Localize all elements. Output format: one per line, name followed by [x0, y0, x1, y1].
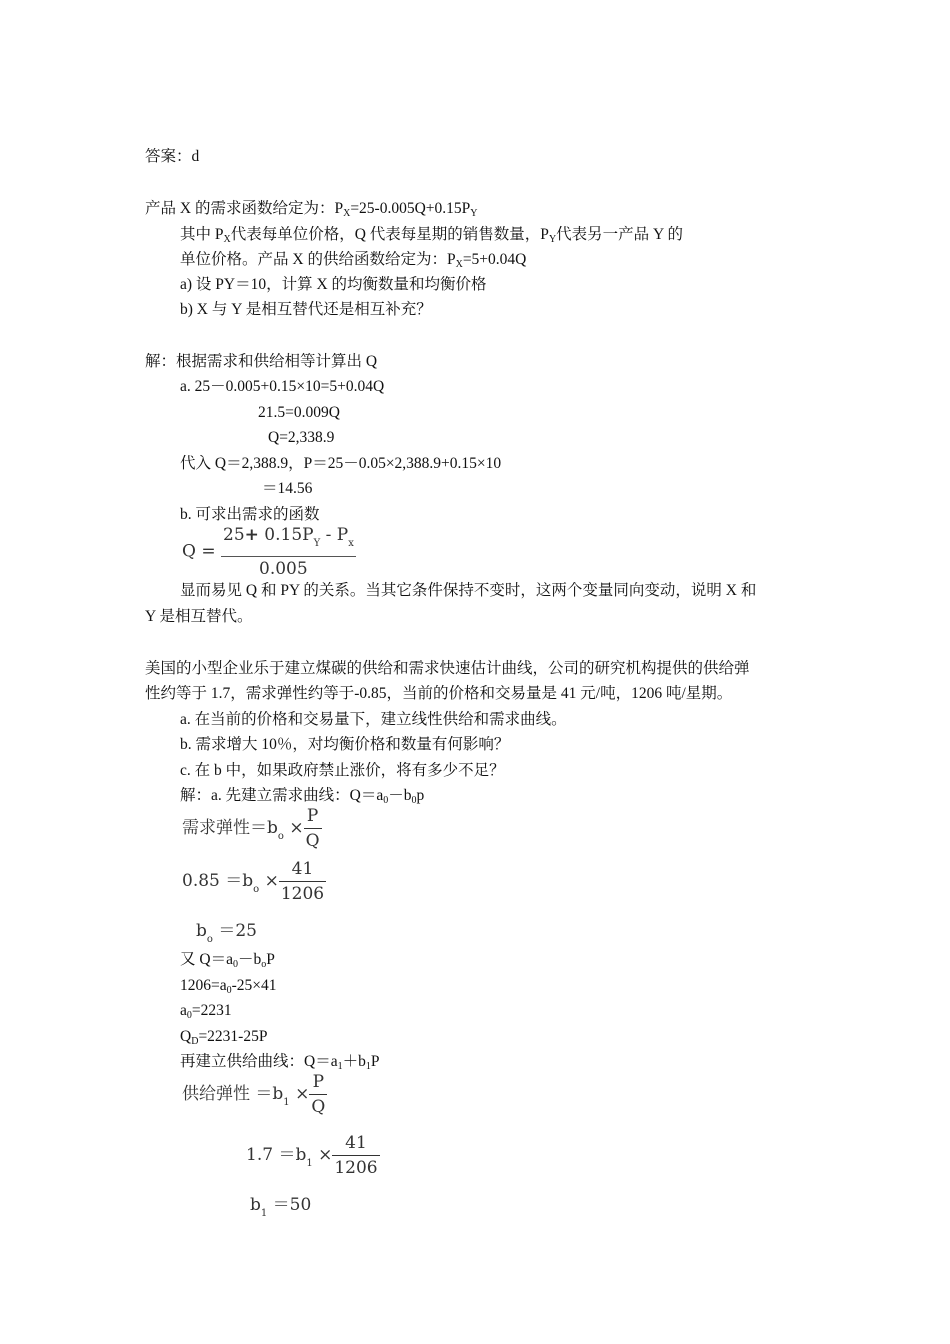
sol1-a-line-1: a. 25－0.005+0.15×10=5+0.04Q [180, 378, 385, 395]
demand-elasticity-substitution: $0.85 =b_o$ × $\frac{41}{1206}$ [182, 859, 325, 904]
supply-slope-result: $b_1 =50$ [250, 1195, 312, 1219]
sol2-line-5: 再建立供给曲线：$Q=a_1+b_1P$ [180, 1053, 380, 1072]
q2-part-a: a. 在当前的价格和交易量下，建立线性供给和需求曲线。 [180, 711, 567, 728]
supply-elasticity-substitution: $1.7 =b_1$ × $\frac{41}{1206}$ [246, 1133, 378, 1178]
q2-part-b: b. 需求增大 10％，对均衡价格和数量有何影响？ [180, 736, 510, 753]
sol1-a-line-3: Q=2,338.9 [268, 429, 335, 446]
sol2-line-3: $a_0=2231$ [180, 1002, 232, 1021]
sol1-b-line-1: b. 可求出需求的函数 [180, 506, 320, 523]
supply-elasticity-equation: 供给弹性 $=b_1$ × $\frac{P}{Q}$ [182, 1072, 326, 1117]
sol2-line-1: 又 $Q=a_0-b_oP$ [180, 951, 275, 970]
q1-part-a: a) 设 PY＝10，计算 X 的均衡数量和均衡价格 [180, 276, 487, 293]
sol2-line-4: $Q_D=2231-25P$ [180, 1028, 268, 1047]
q1-line-3: 单位价格。产品 X 的供给函数给定为：$P_X=5+0.04Q$ [180, 251, 527, 270]
sol1-a-line-5: ＝14.56 [262, 480, 313, 497]
sol1-a-line-2: 21.5=0.009Q [258, 404, 340, 421]
sol1-a-line-4: 代入 Q＝2,388.9，P＝25－0.05×2,388.9+0.15×10 [180, 455, 502, 472]
q2-paragraph-2: 性约等于 1.7，需求弹性约等于-0.85，当前的价格和交易量是 41 元/吨，1206 吨/星期。 [145, 685, 733, 702]
q1-line-2: 其中 $P_X$代表每单位价格，Q 代表每星期的销售数量，$P_Y$代表另一产品 Y 的 [180, 226, 684, 245]
q2-part-c: c. 在 b 中，如果政府禁止涨价，将有多少不足？ [180, 762, 505, 779]
demand-slope-result: $b_o =25$ [196, 921, 257, 945]
sol1-conclusion-1: 显而易见 Q 和 PY 的关系。当其它条件保持不变时，这两个变量同向变动，说明 X 和 [180, 582, 757, 599]
q2-paragraph-1: 美国的小型企业乐于建立煤碳的供给和需求快速估计曲线，公司的研究机构提供的供给弹 [145, 660, 750, 677]
answer-line: 答案：d [145, 148, 200, 165]
sol1-heading: 解：根据需求和供给相等计算出 Q [145, 353, 378, 370]
sol1-conclusion-2: Y 是相互替代。 [145, 608, 253, 625]
q1-part-b: b) X 与 Y 是相互替代还是相互补充？ [180, 301, 432, 318]
q1-title: 产品 X 的需求函数给定为：$P_X=25-0.005Q+0.15P_Y$ [145, 200, 478, 219]
q2-solution-heading: 解：a. 先建立需求曲线：$Q=a_0-b_0p$ [180, 787, 425, 806]
demand-function-equation: Q = $\frac{25+ 0.15P_Y - P_x}{0.005}$ [182, 525, 354, 579]
demand-elasticity-equation: 需求弹性$=b_o$ × $\frac{P}{Q}$ [182, 806, 320, 851]
sol2-line-2: $1206=a_0-25\times 41$ [180, 977, 277, 996]
